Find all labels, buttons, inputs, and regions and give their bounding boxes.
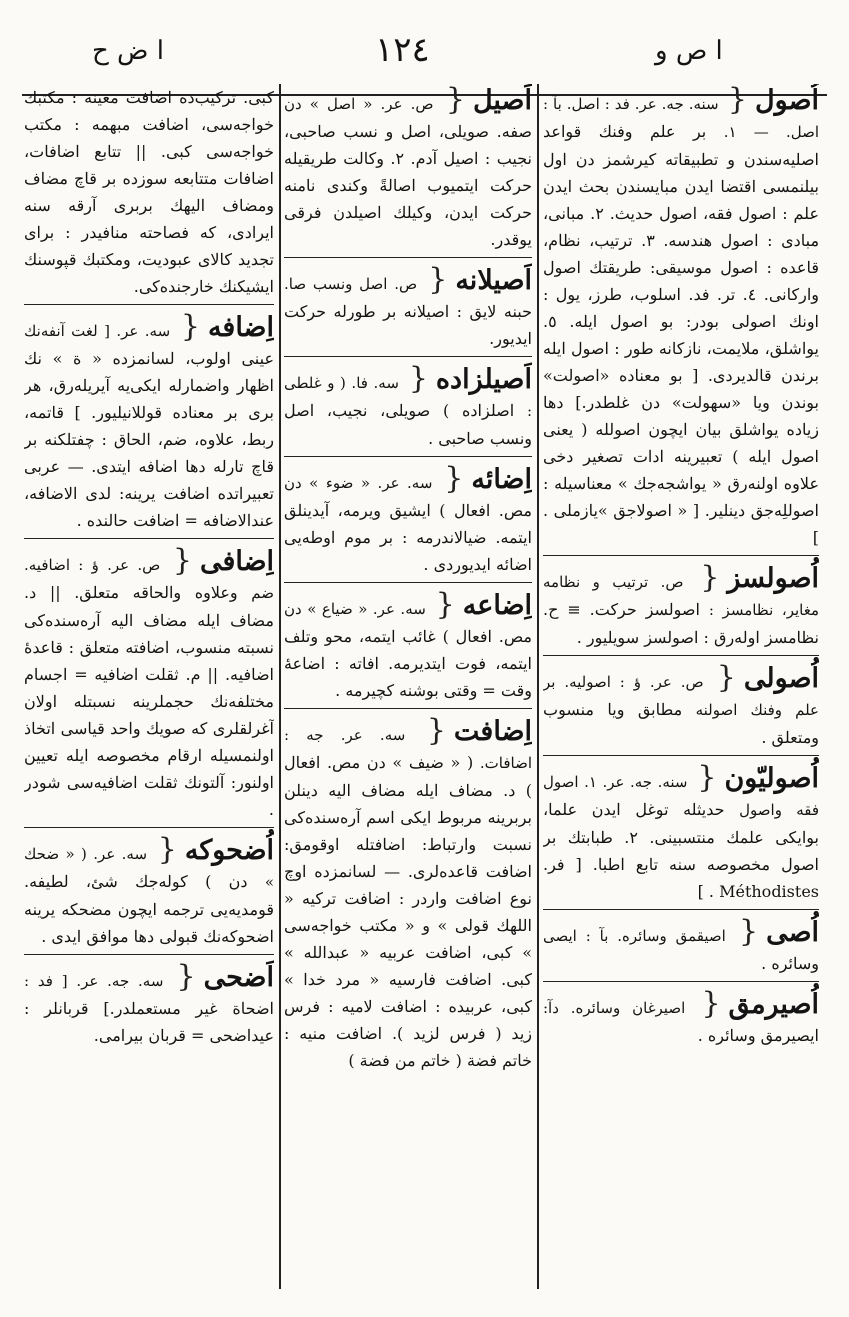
entry-definition: صفه. صويلى، اصل و نسب صاحبى، نجيب : اصيل آدم. ٢. وكالت طريقيله حركت ايتميوب اصالةً وكندى نامنه حركت ايدن، وكيلك اصيلدن فرقى يوقدر.: [284, 122, 532, 249]
entry-headword: اُصولسز: [727, 563, 819, 594]
entry-headword: اَصيلزاده: [435, 364, 532, 395]
column-separator: [279, 84, 281, 1289]
entry-grammar: سه. عر. « ضوء » دن: [284, 474, 433, 492]
entry-definition: اصولسز حركت. ≡ ح. نظامسز اوله‌رق : اصولسز سويليور .: [543, 600, 819, 647]
entry-definition: عينى اولوب، لسانمزده « ة » نك اظهار واضمارله ايكى‌يه آيريله‌رق، هر برى بر معناده قوللانيليور. ] قاتمه، ربط، علاوه، ضم، الحاق : چفتلكنه بر قاچ تارله دها اضافه ايتدى. — عربى تعبيراتده اضافت يرينه: لدى الاضافه، عندالاضافه = اضافت حالنده .: [24, 349, 274, 530]
entry-definition: حبنه لايق : اصيلانه بر طورله حركت ايديور.: [284, 302, 532, 348]
entry-headword: اِضائه: [471, 464, 532, 495]
entry-headword: اُصول: [755, 85, 819, 116]
dictionary-entry: [284, 84, 532, 258]
brace-glyph: {: [444, 461, 464, 496]
entry-definition: مطابق ويا منسوب ومتعلق .: [543, 700, 819, 747]
entry-grammar: سه. جه. عر. [ فد :: [24, 972, 164, 990]
entry-grammar: ص. اصل ونسب صا.: [284, 275, 418, 293]
dictionary-entry: [284, 715, 532, 1074]
dictionary-entry: [543, 662, 819, 756]
entry-definition: مص. افعال ) ايشيق ويرمه، آيدينلق ايتمه. ضيالاندرمه : بر موم اوطه‌يى اضائه ايديوردى .: [284, 501, 532, 574]
entry-definition: ايصيرمق وسائره .: [697, 1026, 819, 1045]
right-catchword: ا ص و: [655, 36, 723, 66]
entry-grammar: سنه. جه. عر. ١. اصول فقه واصول: [543, 773, 819, 819]
entry-grammar: سه. عر. [ لغت آنفه‌نك: [24, 322, 171, 340]
brace-glyph: {: [716, 660, 736, 695]
entry-definition: حديثله توغل ايدن علما، بوايكى علمك منتسبينى. ٢. طبابتك بر اصول مخصوصه سنه تابع اطبا. [ فر. Méthodistes . ]: [543, 800, 819, 901]
brace-glyph: {: [180, 309, 200, 344]
entry-grammar: ص. عر. ؤ : اصوليه. بر علم وفنك اصولنه: [543, 673, 819, 719]
continued-text: كبى. تركيب‌ده اضافت معينه : مكتبك خواجه‌سى، اضافت مبهمه : مكتب خواجه‌سى كبى. || تتابع اضافات، اضافات متتابعه سوزده بر قاچ مضاف ومضاف اليهك بربرى آرقه سنه ايرادى، كه فصاحته منافيدر : براى تجديد كالاى عبوديت، ومكتبك قپوسنك ايشيكنك خارجنده‌كى.: [24, 88, 274, 296]
entry-headword: اُصيرمق: [728, 989, 819, 1020]
column-middle: [284, 84, 532, 1294]
brace-glyph: {: [445, 84, 465, 117]
brace-glyph: {: [700, 560, 720, 595]
brace-glyph: {: [157, 832, 177, 867]
entry-definition: دن ) كوله‌جك شئ، لطيفه. قومديه‌يى ترجمه ايچون مضحكه يرينه اضحوكه‌نك قبولى دها موافق ايدى .: [24, 872, 274, 946]
dictionary-entry: [284, 264, 532, 357]
brace-glyph: {: [176, 959, 196, 994]
brace-glyph: {: [727, 84, 747, 117]
column-left: [24, 84, 274, 1294]
entry-grammar: اصيرغان وسائره. دآ:: [543, 999, 686, 1017]
entry-definition: مص. افعال ) غائب ايتمه، محو وتلف ايتمه، فوت ايتديرمه. افاته : اضاعهٔ وقت = وقتى بوشنه كچيرمه .: [284, 627, 532, 700]
entry-definition: ( « ضيف » دن مص. افعال ) د. مضاف ايله مضاف اليه دينلن بربرينه مربوط ايكى اسم آره‌سنده‌كى نسبت وارتباط: اضافتله اوقومق: اضافت قاعده‌لرى. — لسانمزده اوچ نوع اضافت واردر : اضافت تركيه « اللهك قولى » و « مكتب خواجه‌سى » كبى، اضافت عربيه « عبدالله » كبى. اضافت فارسيه « مرد خدا » كبى، عربيده : اضافت لاميه : فرس زيد ( فرس لزيد ). اضافت منيه : خاتم فضة ( خاتم من فضة ): [284, 753, 532, 1070]
entry-headword: اَضحى: [203, 962, 274, 993]
entry-headword: اُصولى: [743, 663, 819, 694]
entry-headword: اِضافه: [207, 312, 274, 343]
entry-grammar: ص. ترتيب و نظامه مغاير، نظامسز :: [543, 573, 819, 619]
entry-headword: اُصوليّون: [724, 763, 819, 794]
column-right: [543, 84, 819, 1294]
entry-definition: اضحاة غير مستعملدر.] قربانلر : عيداضحى = قربان بيرامى.: [24, 999, 274, 1045]
entry-headword: اُضحوكه: [184, 835, 274, 866]
entry-grammar: ص. عر. « اصل » دن: [284, 95, 434, 113]
entry-grammar: ص. عر. ؤ : اضافيه. ضم: [24, 556, 274, 602]
left-catchword: ا ض ح: [92, 36, 164, 66]
dictionary-entry: [543, 762, 819, 910]
entry-grammar: سه. عر. ( « ضحك »: [24, 845, 274, 891]
entry-grammar: سه. عر. جه : اضافات.: [284, 726, 532, 772]
brace-glyph: {: [738, 914, 759, 949]
entry-continuation: [24, 84, 274, 305]
entry-headword: اِضافى: [199, 546, 274, 577]
brace-glyph: {: [408, 361, 428, 396]
brace-glyph: {: [435, 587, 455, 622]
brace-glyph: {: [428, 262, 448, 297]
dictionary-entry: [543, 988, 819, 1049]
brace-glyph: {: [701, 986, 721, 1021]
entry-headword: اِضافت: [453, 716, 532, 747]
dictionary-entry: [543, 916, 819, 982]
dictionary-entry: [24, 545, 274, 828]
dictionary-entry: [24, 834, 274, 955]
entry-definition: وسائره .: [761, 954, 819, 973]
entry-grammar: سه. فا. ( و غلطى :: [284, 374, 532, 420]
entry-definition: بر علم وفنك قواعد اصليه‌سندن و تطبيقاته كيرشمز دن اول بيلنمسى اقتضا ايدن مبايسندن بحث ايدن علم : اصول فقه، اصول حديث. ٢. مبانى، مبادى : اصول هندسه. ٣. ترتيب، نظام، قاعده : اصول موسيقى: طريقتك اصول واركانى. ٤. تر. فد. اسلوب، طرز، يول : اونك اصولى بودر: بو اصول ايله. ٥. يواشلق، ملايمت، نازكانه طور : اصول ايله برندن قالديردى. [ بو معناده «اصولت» بوندن ويا «سهولت» دن غلطدر.] دها زياده يواشلق بيان ايچون اصولله ( يعنى اصول ايله ) تعبيرينه ادات تصغير دخى علاوه اولنه‌رق « يواشجه‌جك » معناسيله : اصوللِه‌جق دينلير. [ « اصولاجق »يازملى . ]: [543, 122, 819, 547]
brace-glyph: {: [697, 760, 717, 795]
dictionary-entry: [543, 84, 819, 556]
dictionary-entry: [284, 363, 532, 457]
entry-definition: وعلاوه والحاقه متعلق. || د. مضاف ايله مضاف اليه آره‌سنده‌كى نسبته منسوب، اضافته متعلق : قاعدهٔ اضافيه. || م. ثقلت اضافيه = اجسام مختلفه‌نك حجملرينه نسبتله اولان آغرلقلرى كه صويك واحد قياسى اتخاذ اولنمسيله ارقام مخصوصه ايله تعيين اولنور: آلتونك ثقلت اضافيه‌سى شودر .: [24, 583, 274, 819]
dictionary-entry: [24, 961, 274, 1049]
entry-headword: اِضاعه: [462, 590, 532, 621]
entry-headword: اَصيلانه: [455, 265, 532, 296]
entry-headword: اُصى: [766, 917, 819, 948]
page-header: [0, 18, 849, 78]
dictionary-entry: [24, 311, 274, 539]
dictionary-entry: [284, 589, 532, 709]
entry-grammar: سنه. جه. عر. فد : اصل. بآ : اصل. — ١.: [543, 95, 819, 141]
entry-headword: اَصيل: [472, 85, 532, 116]
brace-glyph: {: [172, 543, 192, 578]
dictionary-entry: [543, 562, 819, 656]
entry-definition: اصلزاده ) صويلى، نجيب، اصل ونسب صاحبى .: [284, 401, 532, 448]
dictionary-entry: [284, 463, 532, 583]
column-separator: [537, 84, 539, 1289]
page-number: ١٢٤: [375, 30, 430, 70]
entry-grammar: سه. عر. « ضياع » دن: [284, 600, 426, 618]
brace-glyph: {: [426, 713, 446, 748]
entry-grammar: اصيقمق وسائره. بآ : ايصى: [543, 927, 726, 945]
